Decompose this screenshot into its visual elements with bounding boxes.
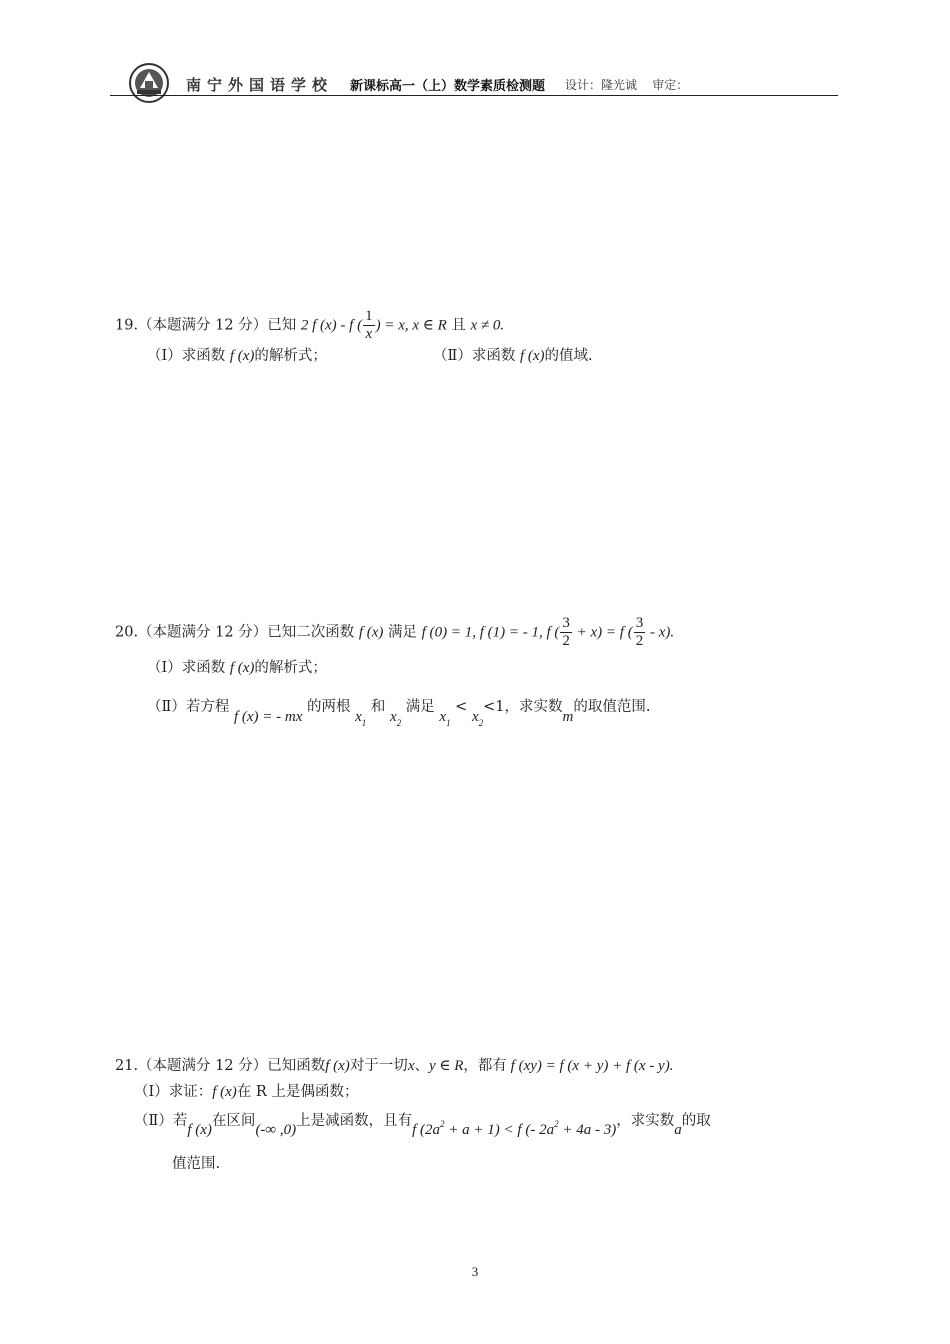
q20-fraction-b: $\frac{3}{2}$ (635, 615, 644, 649)
q21-part1: （Ⅰ）求证：f (x)在 R 上是偶函数； (134, 1084, 359, 1100)
q21-stem: 21.（本题满分 12 分）已知函数f (x)对于一切x、y ∈ R，都有 f (xy) = f (x + y) + f (x - y). (115, 1058, 674, 1074)
page-number: 3 (471, 1264, 479, 1279)
q21-part2-cont: 值范围. (172, 1156, 221, 1172)
q20-part1: （Ⅰ）求函数 f (x)的解析式； (147, 660, 327, 676)
q19-stem: 19.（本题满分 12 分）已知 2 f (x) - f ( $\frac{1}{x}$ ) = x, x ∈ R 且 x ≠ 0. (115, 308, 505, 342)
header-meta (565, 76, 688, 93)
q21-part2: （Ⅱ）若f (x)在区间(-∞ ,0)上是减函数，且有f $(2a^2 + a + 1) < f$ (- $2a^2 + 4a - 3$)，求实数a的取 (134, 1113, 711, 1138)
q19-equation: 2 f (x) - f ( (300, 317, 363, 334)
q19-cond: 且 (451, 317, 466, 334)
q19-intro: 19.（本题满分 12 分）已知 (115, 317, 297, 334)
exam-title: 新课标高一（上）数学素质检测题 (350, 79, 546, 94)
q20-part2: （Ⅱ）若方程 f (x) = - mx 的两根 $x_1$ 和 $x_2$ 满足 $x_1 < x_2<1$，求实数m的取值范围. (147, 699, 651, 728)
designer: 设计：隆光诚 (565, 78, 638, 92)
page-header (110, 62, 838, 98)
school-logo-icon (128, 62, 170, 104)
header-rule (110, 95, 838, 96)
q19-part2: （Ⅱ）求函数 f (x)的值域. (433, 348, 593, 364)
reviewer: 审定： (652, 78, 689, 92)
q19-part1: （Ⅰ）求函数 f (x)的解析式； (147, 348, 327, 364)
q20-fraction-a: $\frac{3}{2}$ (562, 615, 570, 649)
q19-fraction: $\frac{1}{x}$ (365, 308, 373, 342)
school-name: 南宁外国语学校 (186, 76, 334, 94)
q20-stem: 20.（本题满分 12 分）已知二次函数 f (x) 满足 f (0) = 1, f (1) = - 1, f ( $\frac{3}{2}$ + x) = f ( $\frac{3}{2}$ - x). (115, 615, 675, 649)
